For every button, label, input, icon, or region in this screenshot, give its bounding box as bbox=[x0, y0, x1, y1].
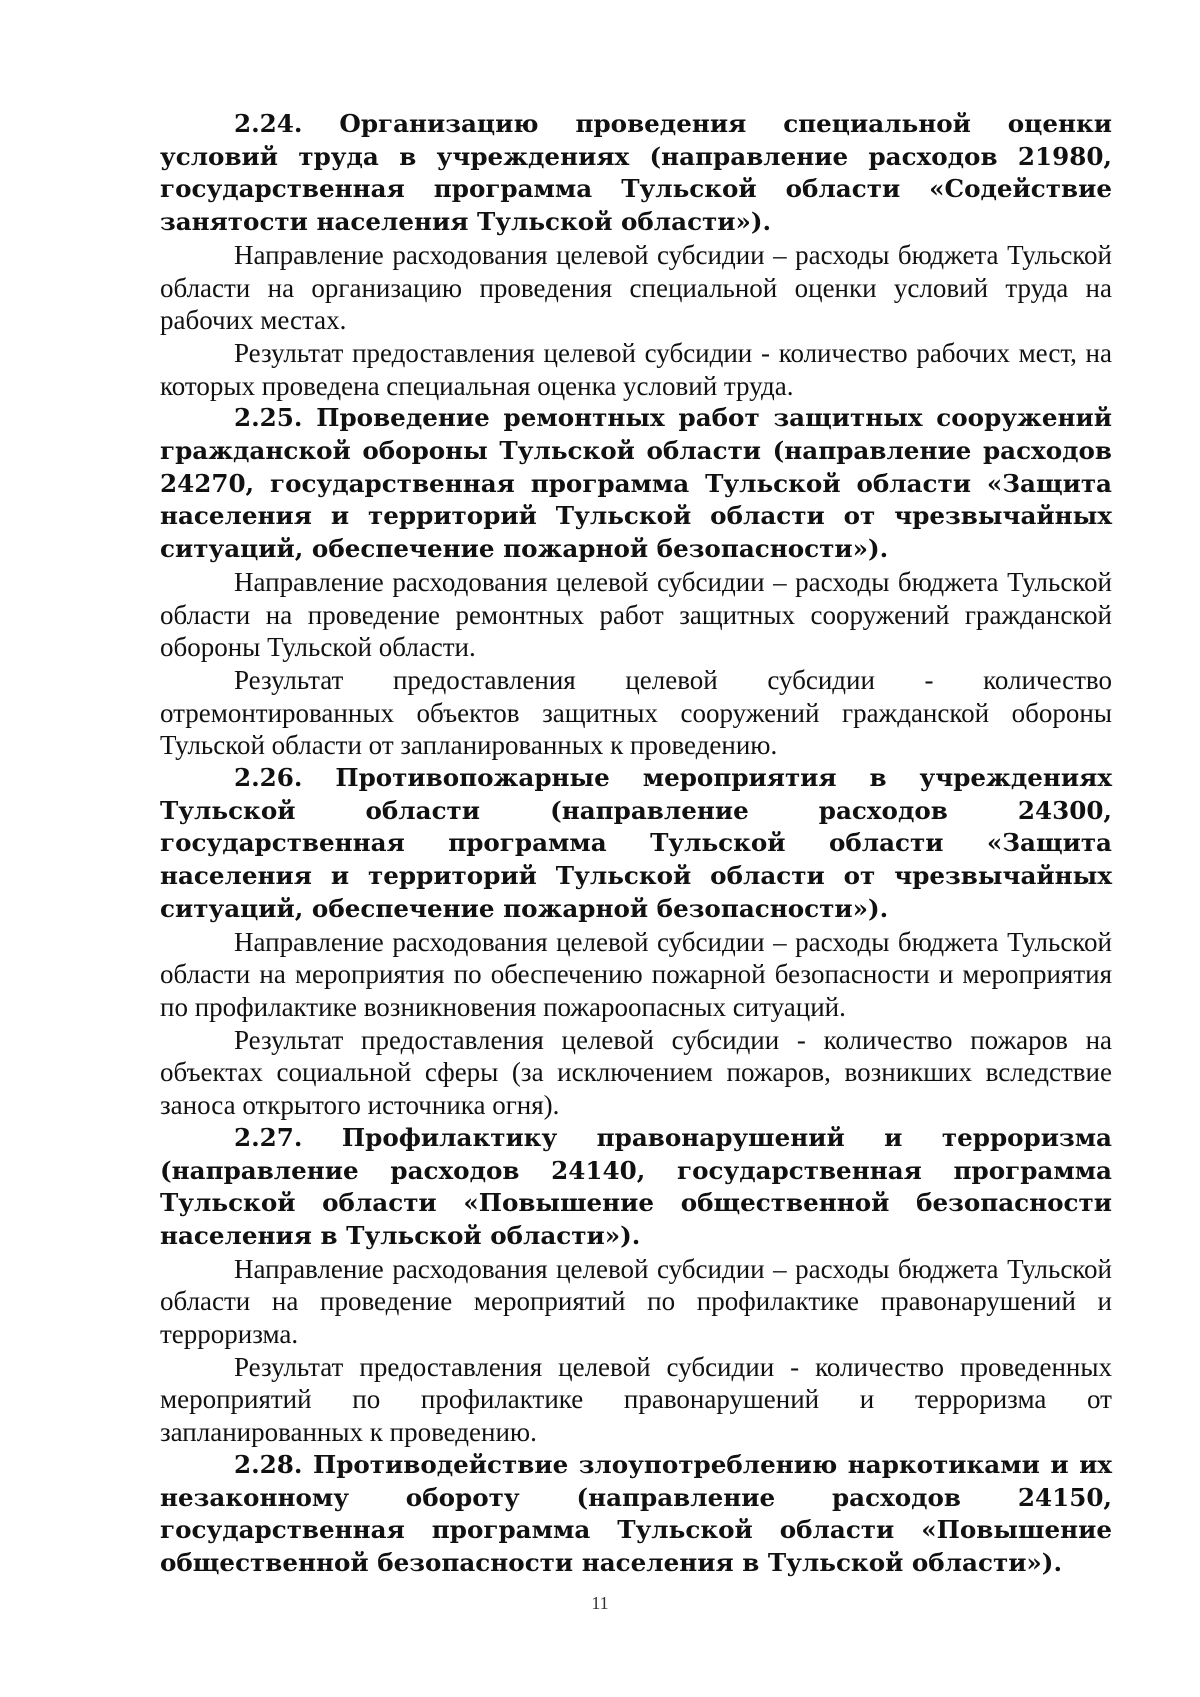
section-2-26-heading: 2.26. Противопожарные мероприятия в учреждениях Тульской области (направление расходов 24300, государственная программа Тульской области «Защита населения и территорий Тульской области от чрезвычайных ситуаций, обеспечение пожарной безопасности»). bbox=[160, 763, 1112, 923]
section-2-25-direction: Направление расходования целевой субсидии – расходы бюджета Тульской области на проведение ремонтных работ защитных сооружений гражданской обороны Тульской области. bbox=[160, 566, 1112, 663]
section-2-24-direction: Направление расходования целевой субсидии – расходы бюджета Тульской области на организацию проведения специальной оценки условий труда на рабочих местах. bbox=[160, 239, 1112, 336]
section-2-24-heading: 2.24. Организацию проведения специальной оценки условий труда в учреждениях (направление расходов 21980, государственная программа Тульской области «Содействие занятости населения Тульской области»). bbox=[160, 109, 1112, 237]
page-number: 11 bbox=[591, 1593, 609, 1613]
section-2-24-result: Результат предоставления целевой субсидии - количество рабочих мест, на которых проведена специальная оценка условий труда. bbox=[160, 337, 1112, 401]
section-2-25-heading: 2.25. Проведение ремонтных работ защитных сооружений гражданской обороны Тульской области (направление расходов 24270, государственная программа Тульской области «Защита населения и территорий Тульской области от чрезвычайных ситуаций, обеспечение пожарной безопасности»). bbox=[160, 403, 1112, 564]
section-2-26-direction: Направление расходования целевой субсидии – расходы бюджета Тульской области на мероприятия по обеспечению пожарной безопасности и мероприятия по профилактике возникновения пожароопасных ситуаций. bbox=[160, 926, 1112, 1022]
section-2-27-direction: Направление расходования целевой субсидии – расходы бюджета Тульской области на проведение мероприятий по профилактике правонарушений и терроризма. bbox=[160, 1253, 1112, 1350]
section-2-26-result: Результат предоставления целевой субсидии - количество пожаров на объектах социальной сферы (за исключением пожаров, возникших вследствие заноса открытого источника огня). bbox=[160, 1024, 1112, 1121]
section-2-28-heading: 2.28. Противодействие злоупотреблению наркотиками и их незаконному обороту (направление расходов 24150, государственная программа Тульской области «Повышение общественной безопасности населения в Тульской области»). bbox=[160, 1449, 1112, 1577]
document-body bbox=[160, 108, 1112, 1580]
section-2-25-result: Результат предоставления целевой субсидии - количество отремонтированных объектов защитных сооружений гражданской обороны Тульской области от запланированных к проведению. bbox=[160, 664, 1112, 761]
section-2-27-heading: 2.27. Профилактику правонарушений и терроризма (направление расходов 24140, государственная программа Тульской области «Повышение общественной безопасности населения в Тульской области»). bbox=[160, 1122, 1112, 1250]
section-2-27-result: Результат предоставления целевой субсидии - количество проведенных мероприятий по профилактике правонарушений и терроризма от запланированных к проведению. bbox=[160, 1351, 1112, 1448]
